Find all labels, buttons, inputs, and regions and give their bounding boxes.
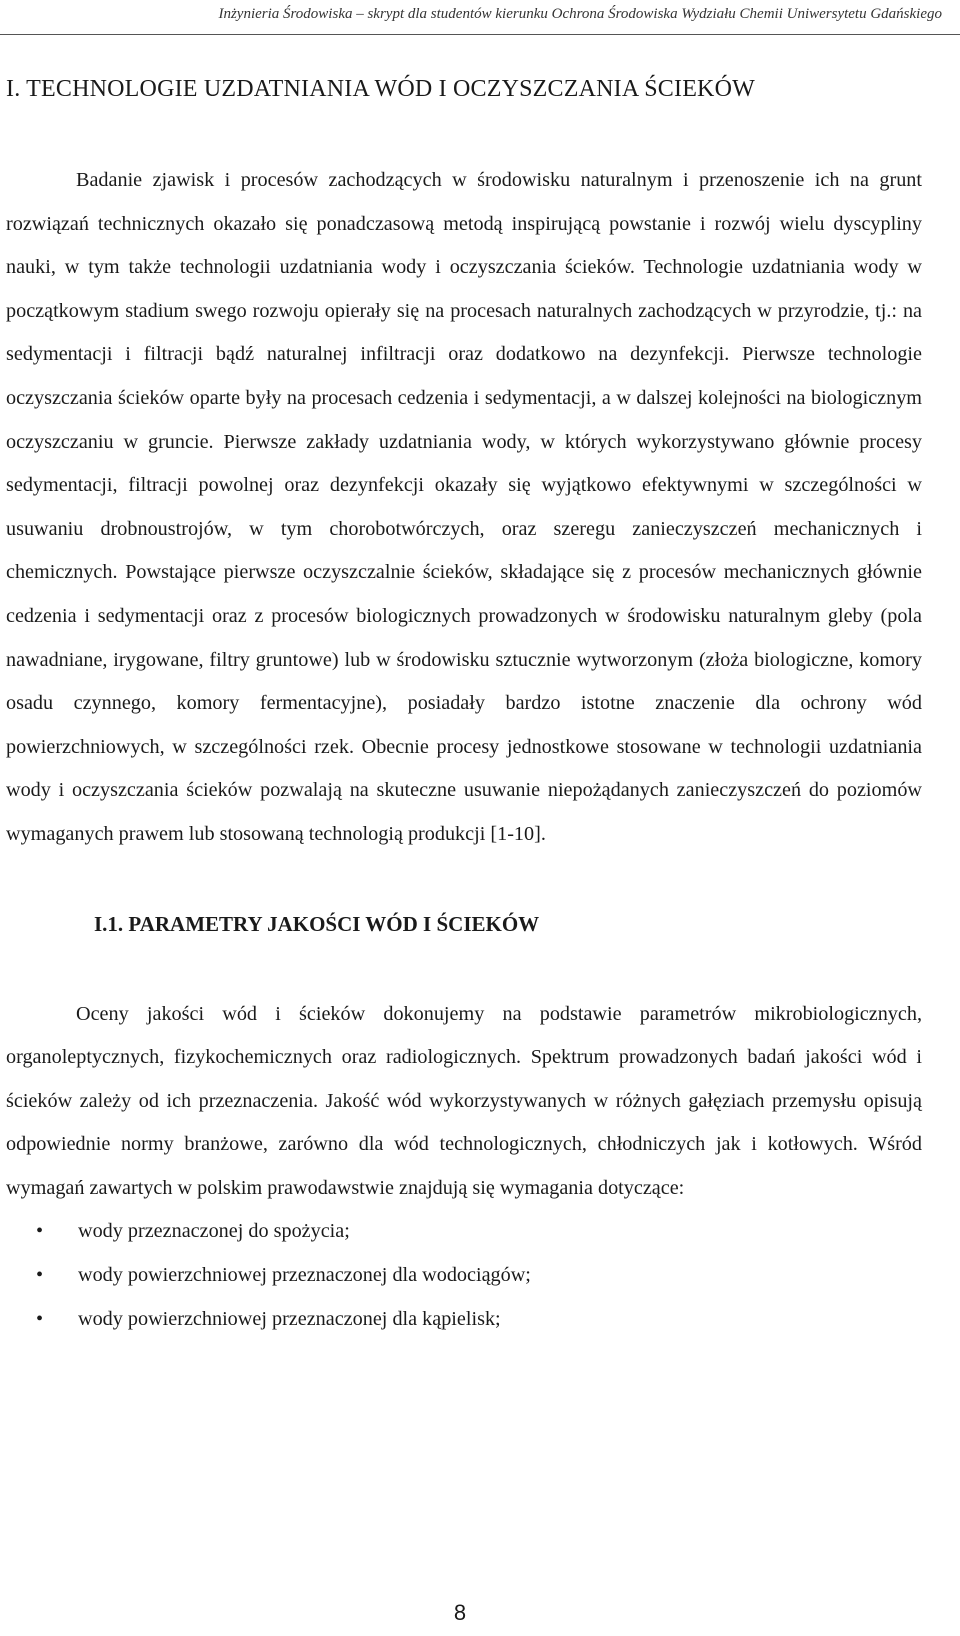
list-item-text: wody powierzchniowej przeznaczonej dla wodociągów; — [78, 1264, 531, 1287]
bullet-icon: • — [36, 1220, 44, 1243]
header-divider — [0, 34, 960, 35]
section-paragraph: Oceny jakości wód i ścieków dokonujemy na podstawie parametrów mikrobiologicznych, organoleptycznych, fizykochemicznych oraz radiologicznych. Spektrum prowadzonych badań jakości wód i ścieków zależy od ich przeznaczenia. Jakość wód wykorzystywanych w różnych gałęziach przemysłu opisują odpowiednie normy branżowe, zarówno dla wód technologicznych, chłodniczych jak i kotłowych. Wśród wymagań zawartych w polskim prawodawstwie znajdują się wymagania dotyczące: — [6, 1002, 922, 1199]
running-header: Inżynieria Środowiska – skrypt dla studentów kierunku Ochrona Środowiska Wydziału Chemii Uniwersytetu Gdańskiego — [218, 6, 942, 22]
list-item-text: wody powierzchniowej przeznaczonej dla kąpielisk; — [78, 1307, 501, 1330]
bullet-icon: • — [36, 1307, 44, 1330]
chapter-title: I. TECHNOLOGIE UZDATNIANIA WÓD I OCZYSZCZANIA ŚCIEKÓW — [6, 76, 755, 102]
page-content — [6, 76, 922, 1341]
requirements-list — [6, 1210, 922, 1341]
list-item — [6, 1254, 922, 1298]
list-item — [6, 1210, 922, 1254]
page-number: 8 — [453, 1600, 467, 1625]
section-title: I.1. PARAMETRY JAKOŚCI WÓD I ŚCIEKÓW — [94, 911, 540, 936]
bullet-icon: • — [36, 1264, 44, 1287]
list-item-text: wody przeznaczonej do spożycia; — [78, 1220, 350, 1243]
list-item — [6, 1298, 922, 1342]
chapter-intro-paragraph: Badanie zjawisk i procesów zachodzących w środowisku naturalnym i przenoszenie ich na grunt rozwiązań technicznych okazało się ponadczasową metodą inspirującą powstanie i rozwój wielu dyscypliny nauki, w tym także technologii uzdatniania wody i oczyszczania ścieków. Technologie uzdatniania wody w początkowym stadium swego rozwoju opierały się na procesach naturalnych zachodzących w przyrodzie, tj.: na sedymentacji i filtracji bądź naturalnej infiltracji oraz dodatkowo na dezynfekcji. Pierwsze technologie oczyszczania ścieków oparte były na procesach cedzenia i sedymentacji, a w dalszej kolejności na biologicznym oczyszczaniu w gruncie. Pierwsze zakłady uzdatniania wody, w których wykorzystywano głównie procesy sedymentacji, filtracji powolnej oraz dezynfekcji okazały się wyjątkowo efektywnymi w szczególności w usuwaniu drobnoustrojów, w tym chorobotwórczych, oraz szeregu zanieczyszczeń mechanicznych i chemicznych. Powstające pierwsze oczyszczalnie ścieków, składające się z procesów mechanicznych głównie cedzenia i sedymentacji oraz z procesów biologicznych prowadzonych w środowisku naturalnym gleby (pola nawadniane, irygowane, filtry gruntowe) lub w środowisku sztucznie wytworzonym (złoża biologiczne, komory osadu czynnego, komory fermentacyjne), posiadały bardzo istotne znaczenie dla ochrony wód powierzchniowych, w szczególności rzek. Obecnie procesy jednostkowe stosowane w technologii uzdatniania wody i oczyszczania ścieków pozwalają na skuteczne usuwanie niepożądanych zanieczyszczeń do poziomów wymaganych prawem lub stosowaną technologią produkcji [1-10]. — [6, 169, 922, 845]
